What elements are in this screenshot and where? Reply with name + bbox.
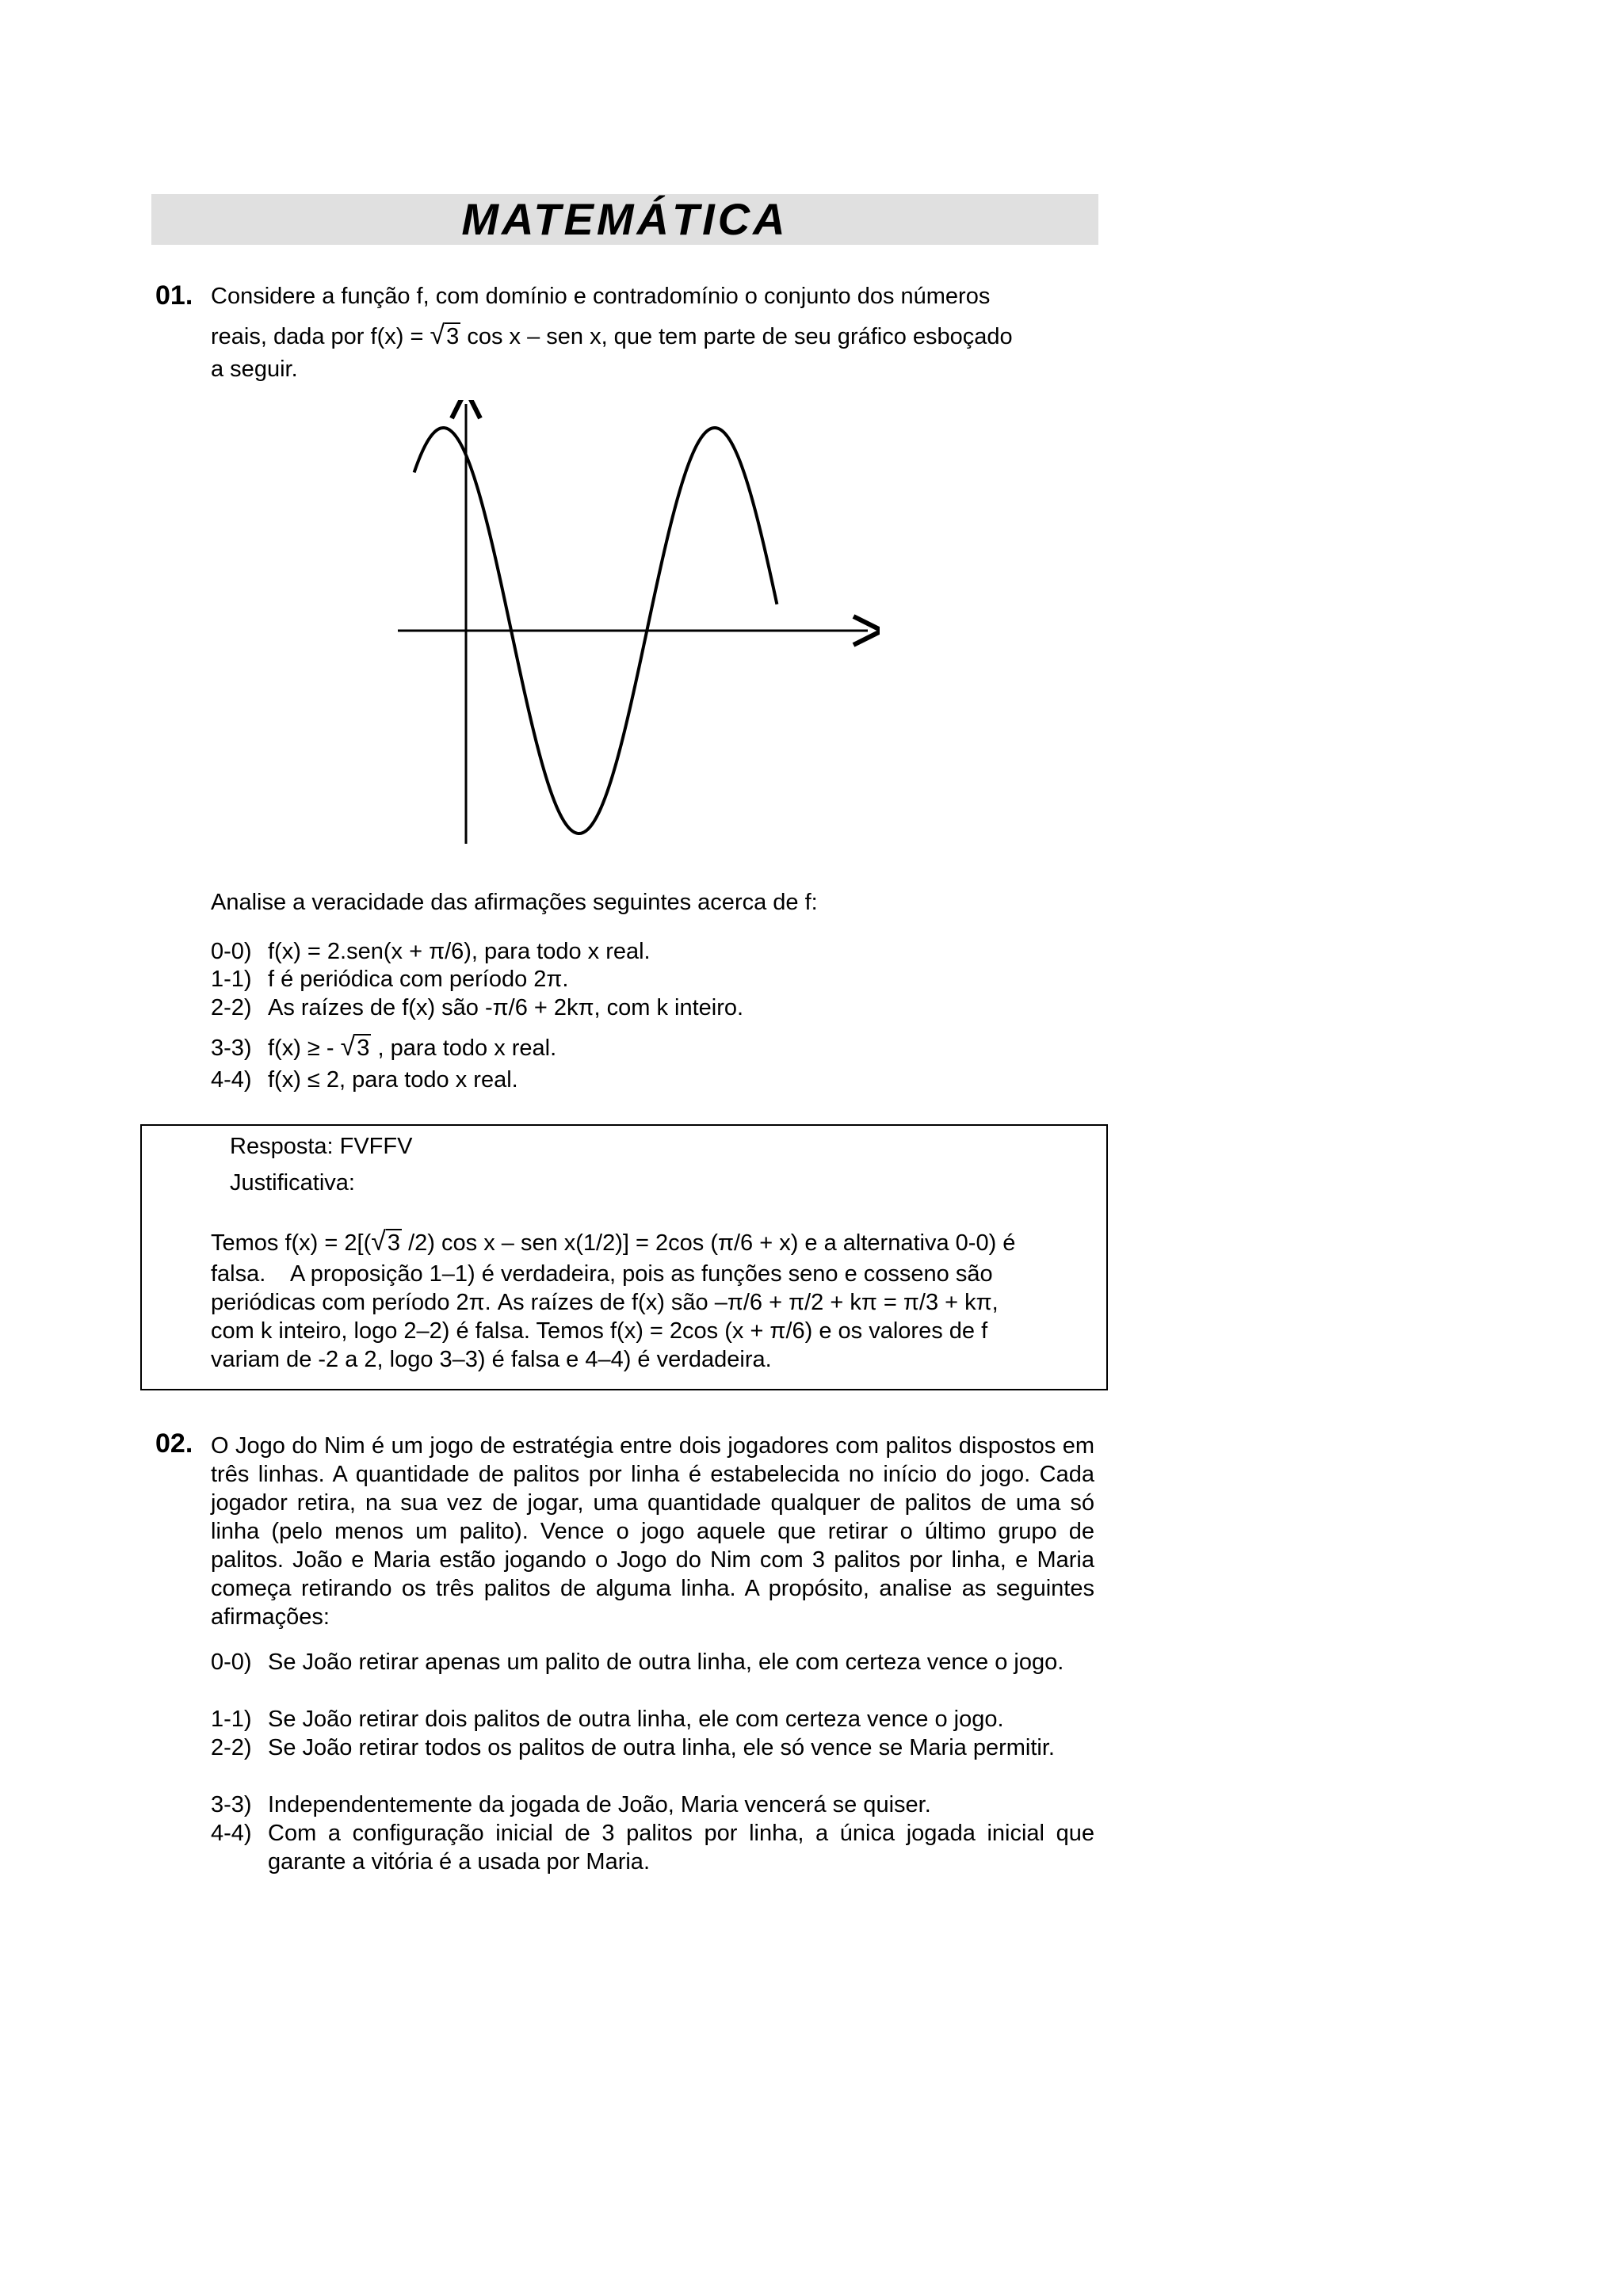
justification-line-2: falsa. A proposição 1–1) é verdadeira, pois as funções seno e cosseno são — [211, 1261, 993, 1287]
q02-item-1: 1-1) Se João retirar dois palitos de outra linha, ele com certeza vence o jogo. — [211, 1707, 1004, 1732]
page-title: MATEMÁTICA — [461, 194, 789, 244]
q02-item-4: 4-4) Com a configuração inicial de 3 palitos por linha, a única jogada inicial que garante a vitória é a usada por Maria. — [211, 1821, 1094, 1875]
q01-analyze-text: Analise a veracidade das afirmações seguintes acerca de f: — [211, 890, 818, 915]
q01-intro-line-2: reais, dada por f(x) = √3 cos x – sen x, que tem parte de seu gráfico esboçado — [211, 320, 1013, 350]
q01-item-0: 0-0) f(x) = 2.sen(x + π/6), para todo x real. — [211, 939, 651, 964]
justification-line-5: variam de -2 a 2, logo 3–3) é falsa e 4–4) é verdadeira. — [211, 1347, 772, 1372]
sqrt-symbol: √3 — [430, 320, 460, 350]
q01-intro-line-3: a seguir. — [211, 357, 298, 382]
justification-label: Justificativa: — [230, 1170, 355, 1196]
q02-item-3: 3-3) Independentemente da jogada de João, Maria vencerá se quiser. — [211, 1792, 931, 1817]
q02-item-2: 2-2) Se João retirar todos os palitos de outra linha, ele só vence se Maria permitir. — [211, 1735, 1055, 1760]
q01-item-4: 4-4) f(x) ≤ 2, para todo x real. — [211, 1067, 518, 1093]
q01-item-1: 1-1) f é periódica com período 2π. — [211, 967, 569, 992]
sqrt-symbol: √3 — [340, 1032, 370, 1062]
justification-line-1: Temos f(x) = 2[(√3 /2) cos x – sen x(1/2)] = 2cos (π/6 + x) e a alternativa 0-0) é — [211, 1226, 1016, 1257]
sqrt-symbol: √3 — [371, 1226, 401, 1257]
justification-line-4: com k inteiro, logo 2–2) é falsa. Temos f(x) = 2cos (x + π/6) e os valores de f — [211, 1318, 988, 1344]
q02-item-0: 0-0) Se João retirar apenas um palito de outra linha, ele com certeza vence o jogo. — [211, 1650, 1064, 1675]
q02-intro-paragraph: O Jogo do Nim é um jogo de estratégia entre dois jogadores com palitos dispostos em três linhas. A quantidade de palitos por linha é estabelecida no início do jogo. Cada jogador retira, na sua vez de jogar, uma quantidade qualquer de palitos de uma só linha (pelo menos um palito). Vence o jogo aquele que retirar o último grupo de palitos. João e Maria estão jogando o Jogo do Nim com 3 palitos por linha, e Maria começa retirando os três palitos de alguma linha. A propósito, analise as seguintes afirmações: — [211, 1433, 1094, 1630]
justification-line-3: periódicas com período 2π. As raízes de f(x) são –π/6 + π/2 + kπ = π/3 + kπ, — [211, 1290, 999, 1315]
answer-label: Resposta: FVFFV — [230, 1134, 413, 1159]
function-graph — [388, 400, 880, 844]
question-number-01: 01. — [155, 280, 193, 311]
question-number-02: 02. — [155, 1428, 193, 1459]
q01-item-3: 3-3) f(x) ≥ - √3 , para todo x real. — [211, 1032, 557, 1062]
q01-item-2: 2-2) As raízes de f(x) são -π/6 + 2kπ, com k inteiro. — [211, 995, 744, 1020]
q01-intro-line-1: Considere a função f, com domínio e contradomínio o conjunto dos números — [211, 284, 991, 309]
